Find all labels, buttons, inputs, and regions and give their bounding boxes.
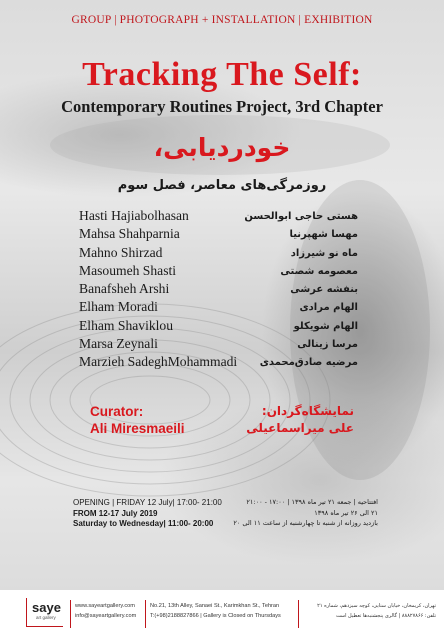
gallery-phone-persian: تلفن: ۸۸۸۲۷۸۶۶ | گالری پنجشنبه‌ها تعطیل است	[335, 613, 436, 619]
curator-label-persian: نمایشگاه‌گردان:	[261, 404, 354, 418]
gallery-footer	[0, 590, 444, 640]
artist-name: Marsa Zeynali	[79, 336, 158, 352]
schedule-persian	[228, 498, 378, 530]
footer-divider	[70, 600, 71, 628]
curator-name-persian: علی میراسماعیلی	[246, 421, 354, 435]
hours-line-persian: بازدید روزانه از شنبه تا چهارشنبه از ساعت ۱۱ الی ۲۰	[233, 519, 378, 527]
artist-name-persian: الهام شویکلو	[293, 320, 358, 332]
artist-name-persian: ماه نو شیرزاد	[290, 247, 358, 259]
curator-name: Ali Miresmaeili	[90, 421, 185, 436]
exhibition-title-persian: خودردیابی،	[153, 133, 291, 162]
artist-name-persian: معصومه شصتی	[280, 265, 358, 277]
artist-name: Hasti Hajiabolhasan	[79, 208, 189, 223]
artist-name-persian: الهام مرادی	[299, 302, 358, 314]
gallery-logo-subtext: art gallery	[36, 615, 56, 620]
artist-name: Banafsheh Arshi	[79, 281, 170, 297]
gallery-address-persian: تهران، کریمخان، خیابان سنایی، کوچه سیزدهم، شماره ۲۱	[317, 603, 436, 609]
artist-name: Mahno Shirzad	[79, 244, 163, 260]
opening-line-persian: افتتاحیه | جمعه ۲۱ تیر ماه ۱۳۹۸ | ۱۷:۰۰ - ۲۱:۰۰	[246, 498, 378, 506]
artist-list-persian	[218, 208, 358, 373]
artist-name-persian: هستی حاجی ابوالحسن	[244, 211, 358, 222]
artist-name: Marzieh SadeghMohammadi	[79, 354, 238, 370]
exhibition-title: Tracking The Self:	[82, 56, 362, 93]
gallery-website-link[interactable]: www.sayeartgallery.com	[75, 603, 135, 609]
gallery-phone: T:(+98)2188827866 | Gallery is Closed on Thursdays	[150, 613, 281, 619]
hours-line: Saturday to Wednesday| 11:00- 20:00	[73, 519, 214, 528]
artist-name: Elham Moradi	[79, 299, 158, 315]
gallery-logo: saye	[32, 600, 61, 615]
opening-line: OPENING | FRIDAY 12 July| 17:00- 21:00	[73, 498, 222, 507]
artist-name: Mahsa Shahparnia	[79, 226, 180, 242]
exhibition-subtitle-persian: روزمرگی‌های معاصر، فصل سوم	[117, 178, 327, 193]
date-range-line-persian: ۲۱ الی ۲۶ تیر ماه ۱۳۹۸	[314, 508, 378, 517]
artist-name-persian: مهسا شهپرنیا	[289, 229, 358, 241]
date-range-line: FROM 12-17 July 2019	[73, 508, 158, 518]
gallery-email-link[interactable]: info@sayeartgallery.com	[75, 613, 137, 619]
artist-name-persian: مرضیه صادق‌محمدی	[259, 357, 358, 369]
artist-name: Masoumeh Shasti	[79, 262, 177, 278]
exhibition-type-kicker: GROUP | PHOTOGRAPH + INSTALLATION | EXHIBITION	[71, 14, 373, 26]
footer-divider	[298, 600, 299, 628]
footer-divider	[145, 600, 146, 628]
artist-name-persian: بنفشه عرشی	[290, 284, 358, 296]
artist-name-persian: مرسا زینالی	[297, 339, 358, 351]
curator-label: Curator:	[90, 404, 144, 419]
artist-name: Elham Shaviklou	[79, 317, 174, 333]
gallery-address: No.21, 13th Alley, Sanaei St., Karimkhan St., Tehran	[150, 603, 280, 609]
exhibition-subtitle: Contemporary Routines Project, 3rd Chapter	[61, 97, 383, 116]
